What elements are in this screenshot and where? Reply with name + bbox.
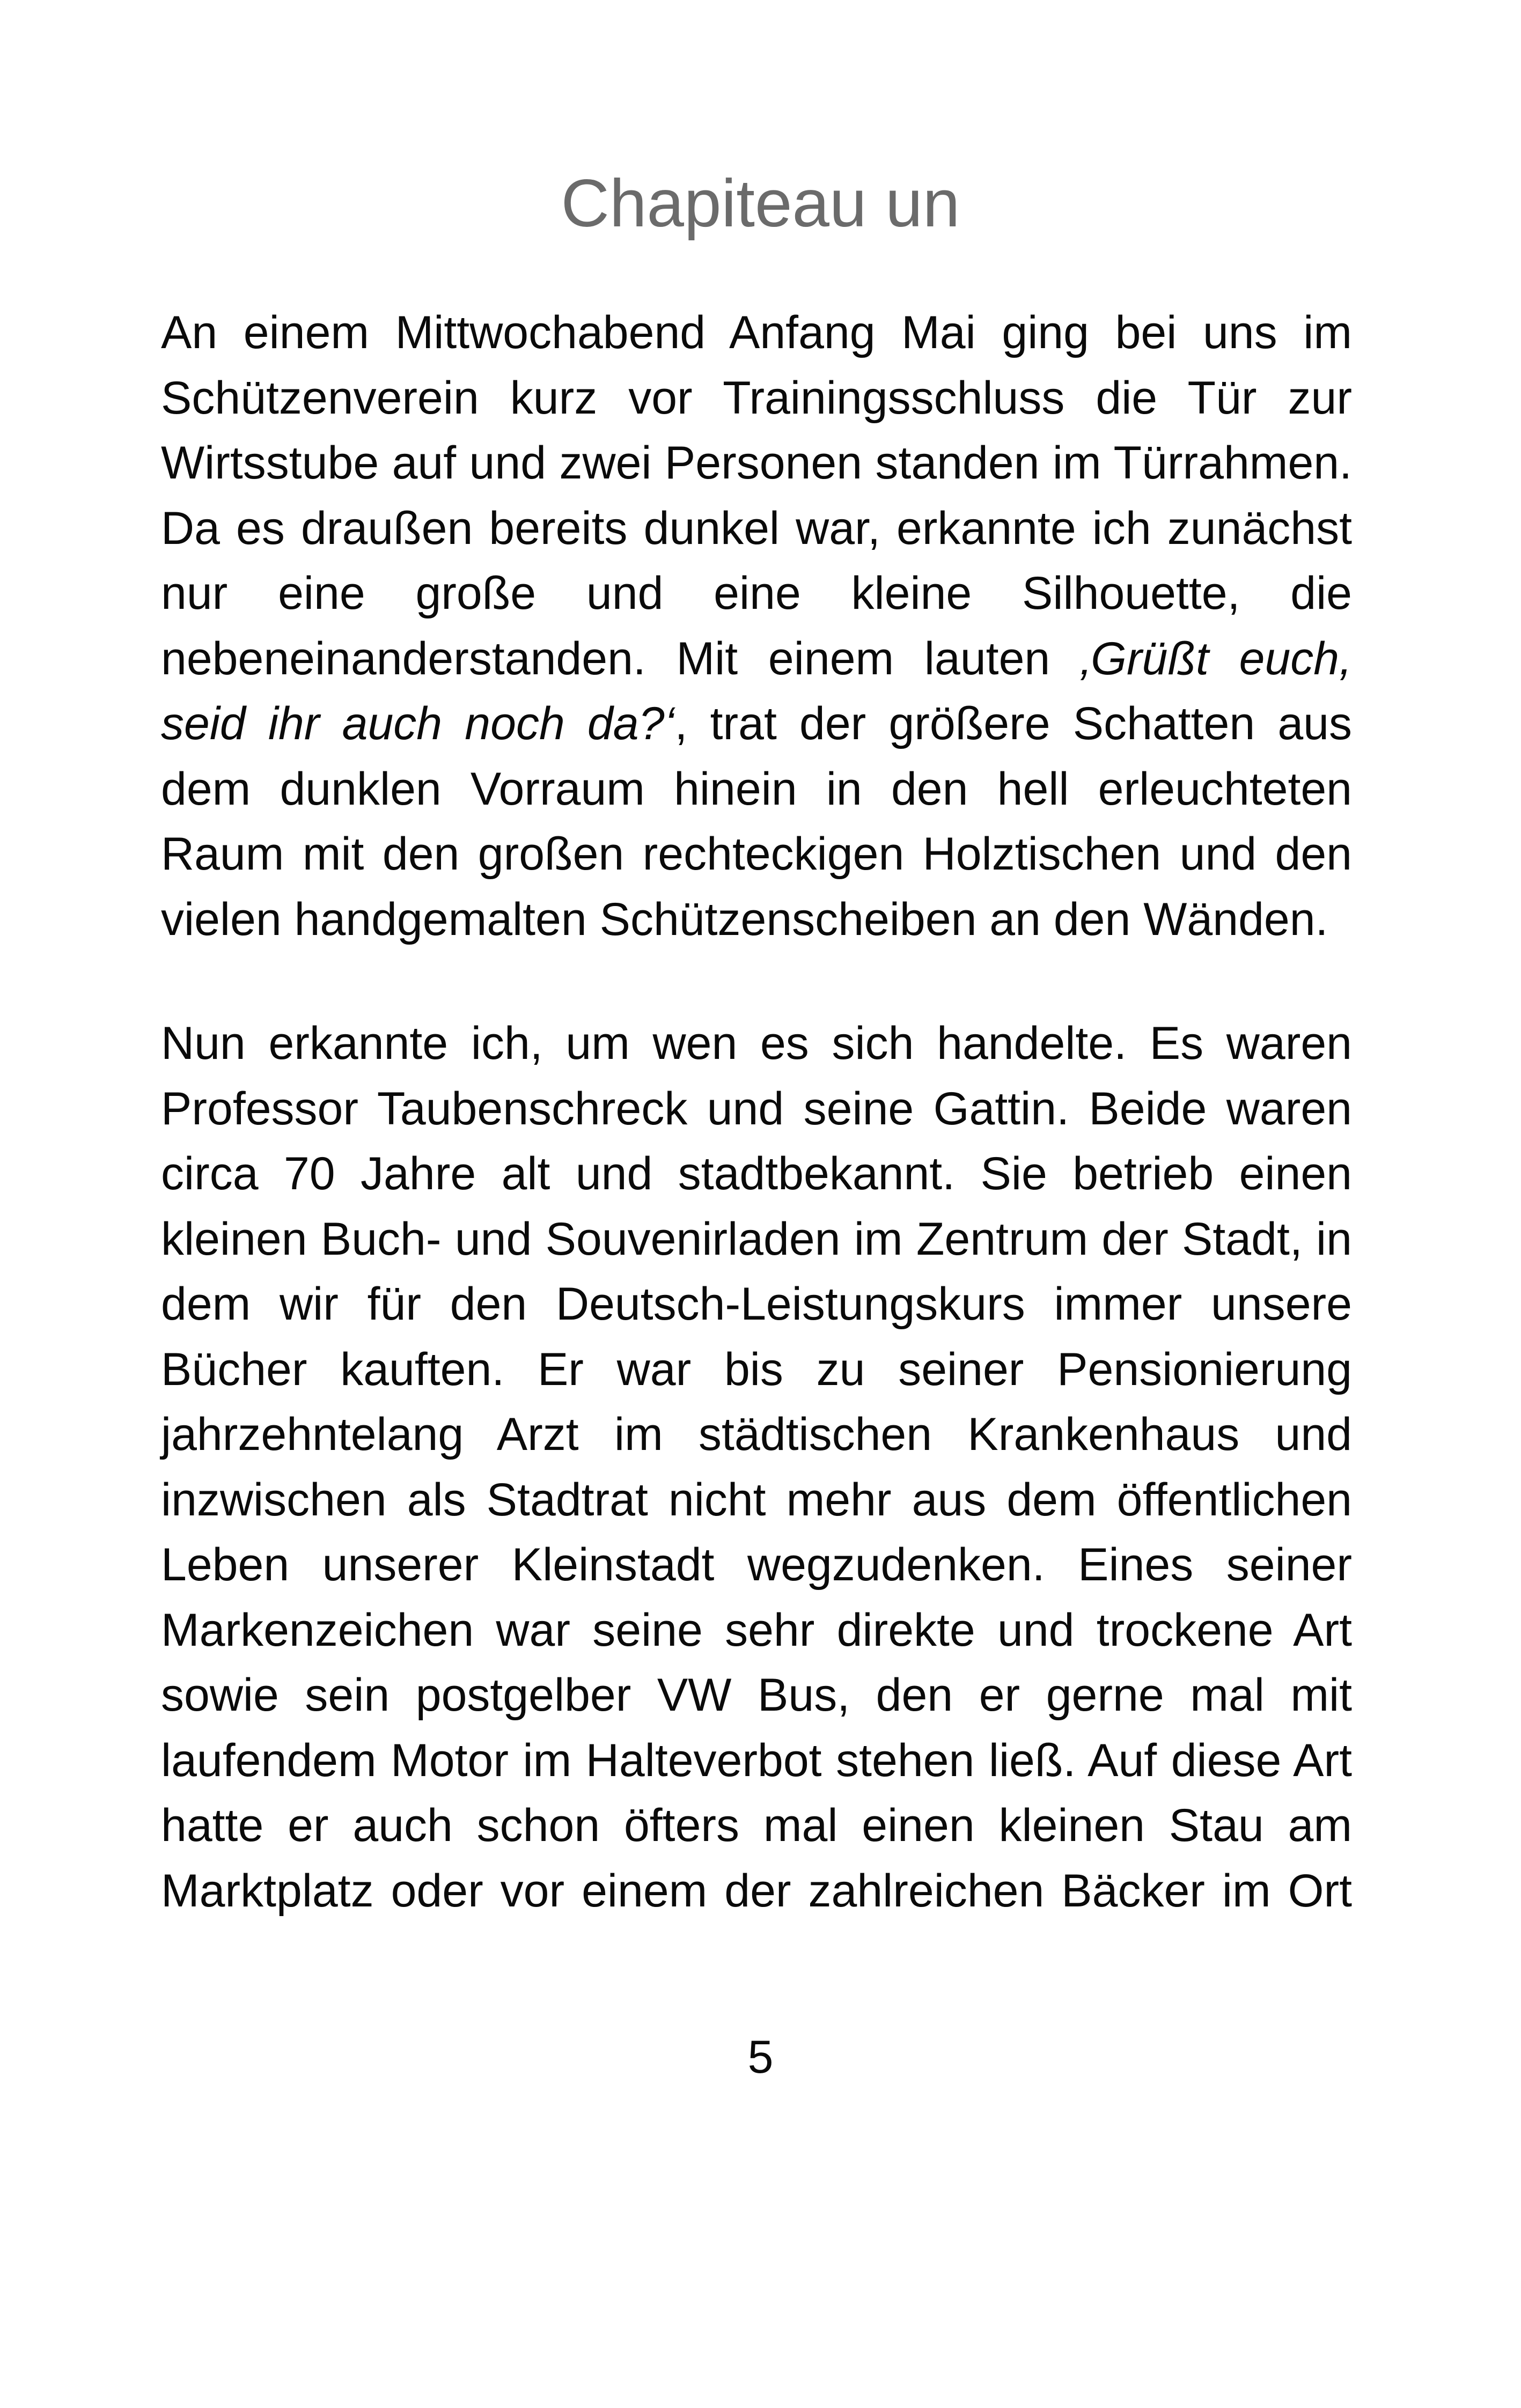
chapter-title: Chapiteau un xyxy=(561,166,960,241)
page-number: 5 xyxy=(747,2031,774,2083)
chapter-body xyxy=(161,300,1352,1924)
paragraph-1-quote: ‚Grüßt euch, seid ihr auch noch da?‘ xyxy=(161,632,1353,749)
paragraph-2: Nun erkannte ich, um wen es sich handelte. Es waren Professor Taubenschreck und seine Gattin. Beide waren circa 70 Jahre alt und stadtbekannt. Sie betrieb einen kleinen Buch- und Souvenirladen im Zentrum der Stadt, in dem wir für den Deutsch-Leistungskurs immer unsere Bücher kauften. Er war bis zu seiner Pensionierung jahrzehntelang Arzt im städtischen Krankenhaus und inzwischen als Stadtrat nicht mehr aus dem öffentlichen Leben unserer Kleinstadt wegzudenken. Eines seiner Markenzeichen war seine sehr direkte und trockene Art sowie sein postgelber VW Bus, den er gerne mal mit laufendem Motor im Halteverbot stehen ließ. Auf diese Art hatte er auch schon öfters mal einen kleinen Stau am Marktplatz oder vor einem der zahlreichen Bäcker im Ort xyxy=(161,1018,1352,1917)
paragraph-1-text-before-quote: An einem Mittwochabend Anfang Mai ging bei uns im Schützenverein kurz vor Trainingsschluss die Tür zur Wirtsstube auf und zwei Personen standen im Türrahmen. Da es draußen bereits dunkel war, erkannte ich zunächst nur eine große und eine kleine Silhouette, die nebeneinanderstanden. Mit einem lauten xyxy=(161,307,1352,684)
paragraph-1-text-after-quote: , trat der größere Schatten aus dem dunklen Vorraum hinein in den hell erleuchteten Raum mit den großen rechteckigen Holztischen und den vielen handgemalten Schützenscheiben an den Wänden. xyxy=(161,698,1352,945)
paragraph-1 xyxy=(161,300,1352,952)
